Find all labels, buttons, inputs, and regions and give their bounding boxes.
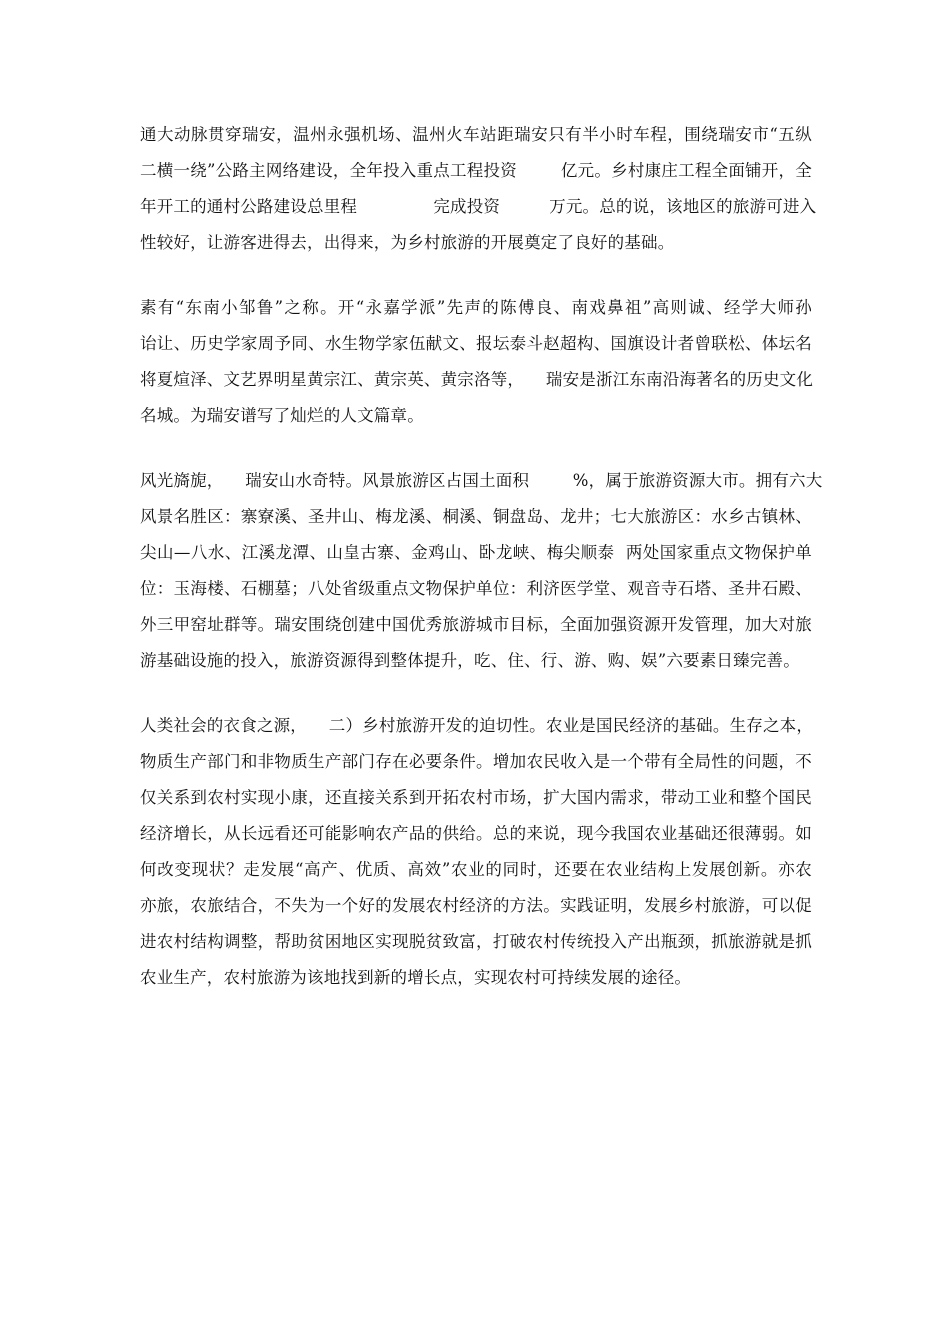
text-line: 进农村结构调整，帮助贫困地区实现脱贫致富，打破农村传统投入产出瓶颈，抓旅游就是抓 — [140, 932, 812, 951]
text-line: 二横一绕”公路主网络建设，全年投入重点工程投资 亿元。乡村康庄工程全面铺开，全 — [140, 161, 812, 180]
text-line: 通大动脉贯穿瑞安，温州永强机场、温州火车站距瑞安只有半小时车程，围绕瑞安市“五纵 — [140, 125, 812, 144]
text-line: 物质生产部门和非物质生产部门存在必要条件。增加农民收入是一个带有全局性的问题，不 — [140, 752, 812, 771]
paragraph-transport — [140, 117, 817, 261]
text-line: 诒让、历史学家周予同、水生物学家伍献文、报坛泰斗赵超构、国旗设计者曾联松、体坛名 — [140, 334, 812, 353]
text-line: 尖山—八水、江溪龙潭、山皇古寨、金鸡山、卧龙峡、梅尖顺泰 两处国家重点文物保护单 — [140, 543, 812, 562]
text-line: 经济增长，从长远看还可能影响农产品的供给。总的来说，现今我国农业基础还很薄弱。如 — [140, 824, 812, 843]
text-line: 游基础设施的投入，旅游资源得到整体提升，吃、住、行、游、购、娱”六要素日臻完善。 — [140, 651, 800, 670]
paragraph-agriculture — [140, 708, 812, 996]
document-body — [140, 117, 823, 1025]
text-line: 亦旅，农旅结合，不失为一个好的发展农村经济的方法。实践证明，发展乡村旅游，可以促 — [140, 896, 812, 915]
text-line: 人类社会的衣食之源， 二）乡村旅游开发的迫切性。农业是国民经济的基础。生存之本， — [140, 716, 814, 735]
text-line: 风光旖旎， 瑞安山水奇特。风景旅游区占国土面积 %，属于旅游资源大市。拥有六大 — [140, 471, 823, 490]
text-line: 年开工的通村公路建设总里程 完成投资 万元。总的说，该地区的旅游可进入 — [140, 197, 817, 216]
text-line: 农业生产，农村旅游为该地找到新的增长点，实现农村可持续发展的途径。 — [140, 968, 692, 987]
text-line: 仅关系到农村实现小康，还直接关系到开拓农村市场，扩大国内需求，带动工业和整个国民 — [140, 788, 812, 807]
text-line: 风景名胜区：寨寮溪、圣井山、梅龙溪、桐溪、铜盘岛、龙井；七大旅游区：水乡古镇林、 — [140, 507, 812, 526]
text-line: 性较好，让游客进得去，出得来，为乡村旅游的开展奠定了良好的基础。 — [140, 233, 675, 252]
paragraph-scenery — [140, 463, 823, 679]
text-line: 外三甲窑址群等。瑞安围绕创建中国优秀旅游城市目标，全面加强资源开发管理，加大对旅 — [140, 615, 812, 634]
text-line: 位：玉海楼、石棚墓；八处省级重点文物保护单位：利济医学堂、观音寺石塔、圣井石殿、 — [140, 579, 812, 598]
text-line: 素有“东南小邹鲁”之称。开“永嘉学派”先声的陈傅良、南戏鼻祖”高则诚、经学大师孙 — [140, 298, 812, 317]
text-line: 名城。为瑞安谱写了灿烂的人文篇章。 — [140, 406, 424, 425]
text-line: 何改变现状？走发展“高产、优质、高效”农业的同时，还要在农业结构上发展创新。亦农 — [140, 860, 812, 879]
paragraph-culture — [140, 290, 812, 434]
text-line: 将夏煊泽、文艺界明星黄宗江、黄宗英、黄宗洛等， 瑞安是浙江东南沿海著名的历史文化 — [140, 370, 814, 389]
